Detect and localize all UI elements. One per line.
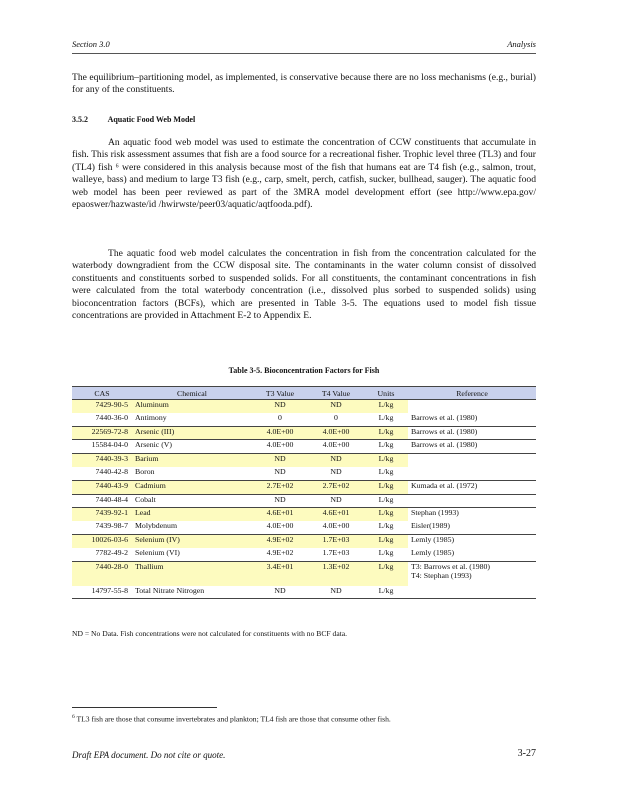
cell-t3: ND	[252, 494, 308, 508]
table-row	[72, 548, 536, 561]
heading-number: 3.5.2	[72, 115, 88, 124]
cell-t3: 4.9E+02	[266, 547, 294, 557]
cell-reference	[408, 494, 536, 508]
cell-t4: 1.7E+03	[308, 534, 364, 547]
cell-units: L/kg	[364, 494, 408, 508]
table-note: ND = No Data. Fish concentrations were not calculated for constituents with no BCF data.	[72, 629, 348, 638]
table-row	[72, 426, 536, 440]
cell-cas: 7440-43-9	[72, 480, 132, 494]
header-title: Analysis	[507, 39, 536, 49]
table-body	[72, 400, 536, 599]
cell-chemical: Total Nitrate Nitrogen	[132, 586, 252, 599]
cell-units: L/kg	[378, 466, 394, 476]
table-row	[72, 440, 536, 454]
cell-t3: 4.9E+02	[252, 534, 308, 547]
table-header-row	[72, 387, 536, 400]
table-row	[72, 508, 536, 521]
cell-reference: Barrows et al. (1980)	[411, 412, 478, 422]
cell-t4: 4.0E+00	[322, 521, 350, 531]
cell-chemical: Aluminum	[132, 400, 252, 413]
paragraph-calculation: The aquatic food web model calculates the concentration in fish from the concentration calculated for the waterbody downgradient from the CCW disposal site. The contaminants in the water column consist of dissolved constituents and constituents sorbed to suspended solids. For all constituents, the contaminant concentrations in fish were calculated from the total waterbody concentration (i.e., dissolved plus sorbed to suspended solids) using bioconcentration factors (BCFs), which are presented in Table 3-5. The equations used to model fish tissue concentrations are provided in Attachment E-2 to Appendix E.	[72, 248, 536, 322]
cell-t4: 4.0E+00	[308, 426, 364, 440]
table-row	[72, 534, 536, 547]
table-row	[72, 561, 536, 586]
cell-chemical: Selenium (VI)	[135, 547, 180, 557]
paragraph-conservative: The equilibrium–partitioning model, as implemented, is conservative because there are no loss mechanisms (e.g., burial) for any of the constituents.	[72, 72, 536, 96]
footnote	[72, 714, 391, 724]
col-t4: T4 Value	[308, 387, 364, 400]
col-units: Units	[364, 387, 408, 400]
page-number: 3-27	[517, 748, 536, 759]
table-row	[72, 521, 536, 534]
cell-t4: 4.6E+01	[308, 508, 364, 521]
cell-t3: 4.6E+01	[252, 508, 308, 521]
table-row	[72, 494, 536, 508]
table-row	[72, 413, 536, 426]
bcf-table	[72, 386, 536, 599]
cell-t3: 4.0E+00	[266, 521, 294, 531]
footnote-marker: 6	[72, 714, 75, 720]
footer-disclaimer: Draft EPA document. Do not cite or quote.	[72, 750, 226, 760]
table-row	[72, 454, 536, 467]
cell-chemical: Barium	[132, 454, 252, 467]
footnote-rule	[72, 707, 217, 708]
cell-cas: 7440-28-0	[72, 561, 132, 586]
cell-t3: 0	[278, 412, 282, 422]
cell-reference: Barrows et al. (1980)	[408, 440, 536, 454]
cell-t4: ND	[330, 466, 342, 476]
cell-reference: Kumada et al. (1972)	[408, 480, 536, 494]
cell-chemical: Thallium	[132, 561, 252, 586]
cell-reference	[408, 400, 536, 413]
col-chemical: Chemical	[132, 387, 252, 400]
cell-t3: ND	[252, 400, 308, 413]
cell-units: L/kg	[364, 561, 408, 586]
cell-units: L/kg	[364, 400, 408, 413]
cell-chemical: Molybdenum	[135, 521, 178, 531]
heading-title: Aquatic Food Web Model	[107, 115, 196, 124]
cell-t4: 2.7E+02	[308, 480, 364, 494]
footnote-text: TL3 fish are those that consume invertebrates and plankton; TL4 fish are those that consume other fish.	[76, 714, 391, 724]
cell-cas: 15584-04-0	[72, 440, 132, 454]
cell-units: L/kg	[364, 440, 408, 454]
cell-t3: 4.0E+00	[252, 440, 308, 454]
paragraph-food-web: An aquatic food web model was used to estimate the concentration of CCW constituents that accumulate in fish. This risk assessment assumes that fish are a food source for a recreational fisher. Trophic level three (TL3) and four (TL4) fish ⁶ were considered in this analysis because most of the fish that humans eat are T4 fish (e.g., salmon, trout, walleye, bass) and medium to large T3 fish (e.g., carp, smelt, perch, catfish, sucker, bullhead, sauger). The aquatic food web model has been peer reviewed as part of the 3MRA model development effort (see http://www.epa.gov/ epaoswer/hazwaste/id /hwirwste/peer03/aquatic/aqtfooda.pdf).	[72, 137, 536, 211]
cell-t3: ND	[252, 586, 308, 599]
cell-t4: ND	[308, 400, 364, 413]
cell-cas: 7439-98-7	[95, 521, 128, 531]
cell-chemical: Lead	[132, 508, 252, 521]
cell-cas: 22569-72-8	[72, 426, 132, 440]
col-cas: CAS	[72, 387, 132, 400]
cell-cas: 7440-39-3	[72, 454, 132, 467]
cell-reference: T3: Barrows et al. (1980) T4: Stephan (1993)	[408, 561, 536, 586]
cell-reference: Lemly (1985)	[411, 547, 455, 557]
cell-t4: 1.7E+03	[322, 547, 350, 557]
cell-chemical: Selenium (IV)	[132, 534, 252, 547]
cell-t4: ND	[308, 454, 364, 467]
section-heading	[72, 115, 195, 124]
col-t3: T3 Value	[252, 387, 308, 400]
cell-t3: 2.7E+02	[252, 480, 308, 494]
cell-chemical: Cadmium	[132, 480, 252, 494]
cell-units: L/kg	[378, 521, 394, 531]
cell-reference: Lemly (1985)	[408, 534, 536, 547]
cell-cas: 7782-49-2	[95, 547, 128, 557]
cell-t4: 1.3E+02	[308, 561, 364, 586]
cell-reference: Barrows et al. (1980)	[408, 426, 536, 440]
cell-units: L/kg	[378, 412, 394, 422]
cell-chemical: Boron	[135, 466, 155, 476]
table-row	[72, 480, 536, 494]
cell-units: L/kg	[378, 547, 394, 557]
cell-t4: ND	[308, 586, 364, 599]
cell-chemical: Arsenic (III)	[132, 426, 252, 440]
table-row	[72, 586, 536, 599]
table-row	[72, 400, 536, 413]
cell-t3: ND	[252, 454, 308, 467]
cell-t3: ND	[274, 466, 286, 476]
cell-reference	[408, 467, 536, 480]
cell-units: L/kg	[364, 426, 408, 440]
cell-cas: 7439-92-1	[72, 508, 132, 521]
cell-t3: 4.0E+00	[252, 426, 308, 440]
cell-cas: 7440-48-4	[72, 494, 132, 508]
cell-units: L/kg	[364, 454, 408, 467]
header-section: Section 3.0	[72, 39, 110, 49]
cell-units: L/kg	[364, 586, 408, 599]
cell-cas: 7440-36-0	[95, 412, 128, 422]
table-row	[72, 467, 536, 480]
cell-reference: Eisler(1989)	[411, 521, 450, 531]
cell-cas: 10026-03-6	[72, 534, 132, 547]
cell-t3: 3.4E+01	[252, 561, 308, 586]
cell-reference	[408, 454, 536, 467]
cell-cas: 14797-55-8	[72, 586, 132, 599]
cell-units: L/kg	[364, 508, 408, 521]
cell-chemical: Antimony	[135, 412, 167, 422]
cell-reference	[408, 586, 536, 599]
cell-cas: 7440-42-8	[95, 466, 128, 476]
table-title: Table 3-5. Bioconcentration Factors for Fish	[228, 366, 380, 375]
page-footer	[72, 750, 536, 760]
cell-t4: 0	[334, 412, 338, 422]
col-reference: Reference	[408, 387, 536, 400]
cell-t4: ND	[308, 494, 364, 508]
cell-units: L/kg	[364, 534, 408, 547]
page-header	[72, 39, 536, 54]
cell-reference: Stephan (1993)	[408, 508, 536, 521]
cell-units: L/kg	[364, 480, 408, 494]
cell-chemical: Cobalt	[132, 494, 252, 508]
cell-cas: 7429-90-5	[72, 400, 132, 413]
cell-chemical: Arsenic (V)	[132, 440, 252, 454]
cell-t4: 4.0E+00	[308, 440, 364, 454]
